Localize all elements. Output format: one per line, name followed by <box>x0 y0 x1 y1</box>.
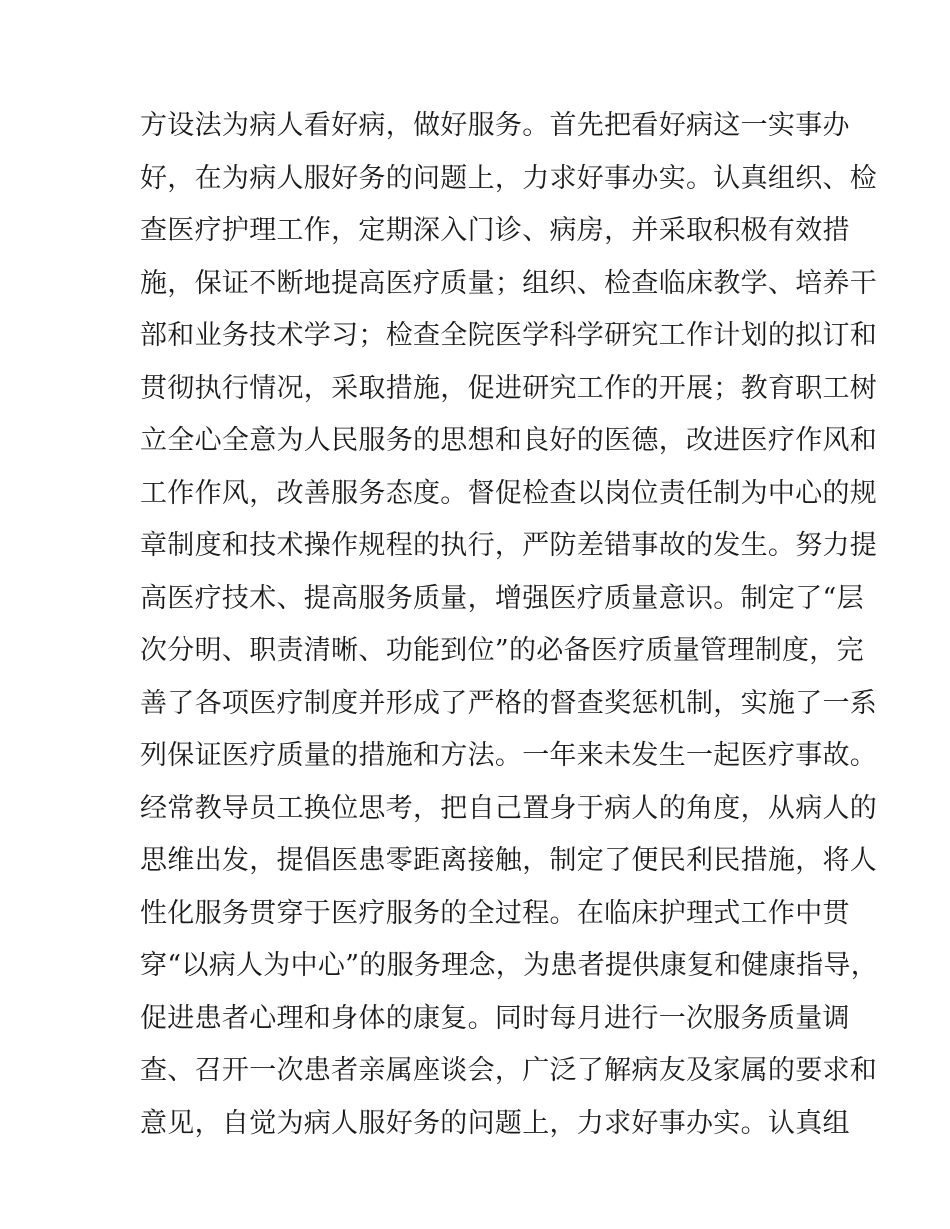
text-line: 方设法为病人看好病，做好服务。首先把看好病这一实事办 <box>140 110 850 141</box>
text-line: 章制度和技术操作规程的执行，严防差错事故的发生。努力提 <box>140 530 878 561</box>
text-line: 穿“以病人为中心”的服务理念，为患者提供康复和健康指导， <box>140 950 879 981</box>
text-line: 性化服务贯穿于医疗服务的全过程。在临床护理式工作中贯 <box>140 897 850 929</box>
text-line: 善了各项医疗制度并形成了严格的督查奖惩机制，实施了一系 <box>140 687 878 719</box>
text-line: 列保证医疗质量的措施和方法。一年来未发生一起医疗事故。 <box>140 740 878 771</box>
text-line: 工作作风，改善服务态度。督促检查以岗位责任制为中心的规 <box>140 477 878 509</box>
text-line: 查、召开一次患者亲属座谈会，广泛了解病友及家属的要求和 <box>140 1055 878 1086</box>
text-line: 思维出发，提倡医患零距离接触，制定了便民利民措施，将人 <box>140 845 878 876</box>
text-line: 经常教导员工换位思考，把自己置身于病人的角度，从病人的 <box>140 792 878 824</box>
body-text <box>140 100 879 1150</box>
text-line: 查医疗护理工作，定期深入门诊、病房，并采取积极有效措 <box>140 215 850 246</box>
text-line: 次分明、职责清晰、功能到位”的必备医疗质量管理制度，完 <box>140 635 864 666</box>
text-line: 施，保证不断地提高医疗质量；组织、检查临床教学、培养干 <box>140 267 878 299</box>
text-line: 意见，自觉为病人服好务的问题上，力求好事办实。认真组 <box>140 1107 850 1139</box>
text-line: 高医疗技术、提高服务质量，增强医疗质量意识。制定了“层 <box>140 582 864 614</box>
text-line: 促进患者心理和身体的康复。同时每月进行一次服务质量调 <box>140 1002 850 1034</box>
text-line: 立全心全意为人民服务的思想和良好的医德，改进医疗作风和 <box>140 425 878 456</box>
text-line: 好，在为病人服好务的问题上，力求好事办实。认真组织、检 <box>140 162 878 194</box>
text-line: 部和业务技术学习；检查全院医学科学研究工作计划的拟订和 <box>140 320 878 351</box>
text-line: 贯彻执行情况，采取措施，促进研究工作的开展；教育职工树 <box>140 372 878 404</box>
